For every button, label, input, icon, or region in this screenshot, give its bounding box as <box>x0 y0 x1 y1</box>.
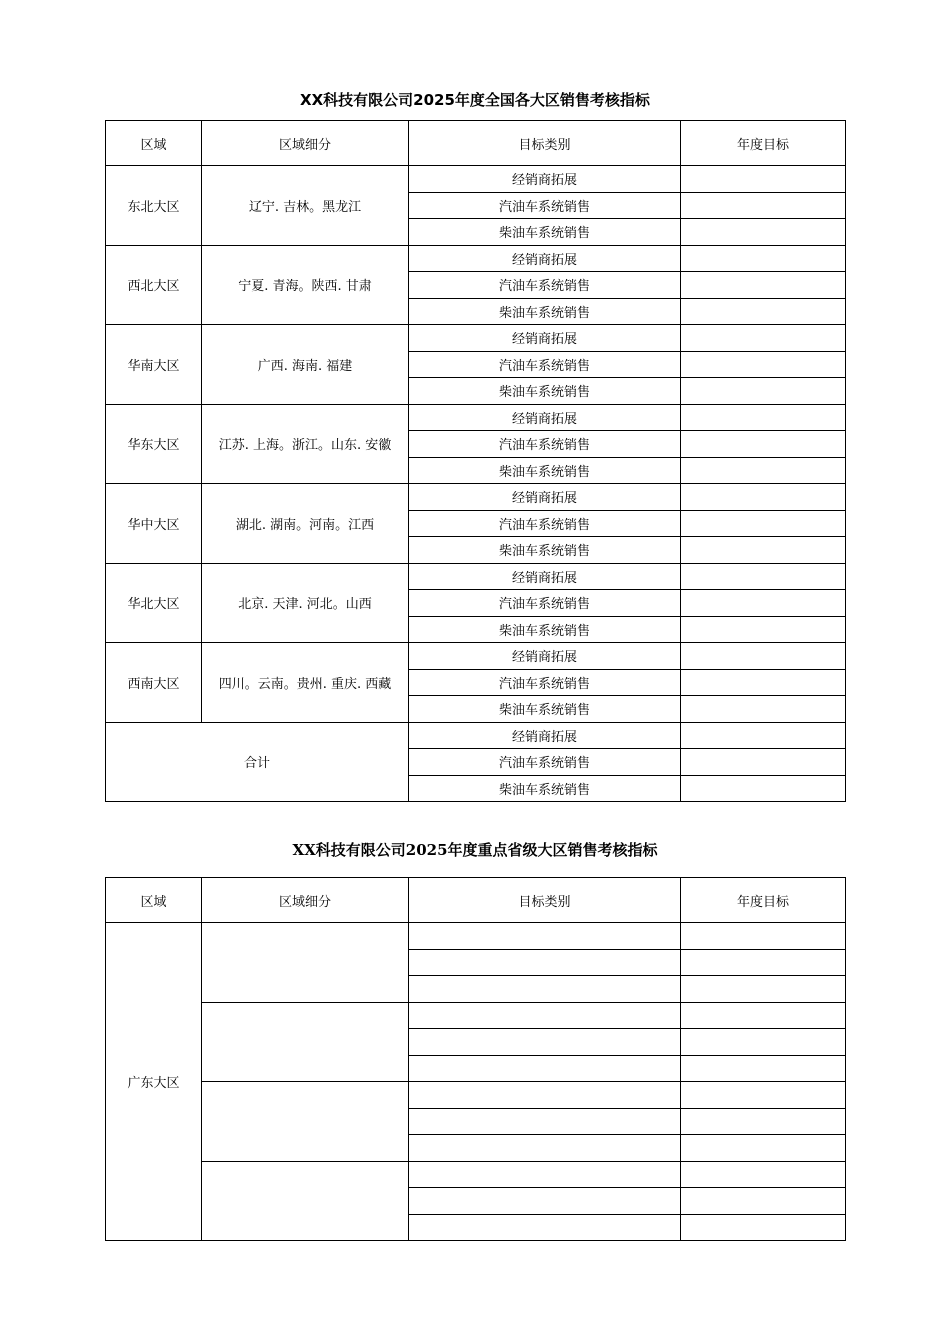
annual-target-cell[interactable] <box>681 219 846 246</box>
annual-target-cell[interactable] <box>681 484 846 511</box>
target-category: 经销商拓展 <box>409 563 681 590</box>
provincial-sales-table <box>105 877 846 1241</box>
region-name: 华中大区 <box>106 484 202 564</box>
annual-target-cell[interactable] <box>681 616 846 643</box>
annual-target-cell[interactable] <box>681 775 846 802</box>
annual-target-cell[interactable] <box>681 643 846 670</box>
annual-target-cell[interactable] <box>681 192 846 219</box>
target-category: 柴油车系统销售 <box>409 696 681 723</box>
national-sales-table <box>105 120 846 802</box>
target-category: 汽油车系统销售 <box>409 192 681 219</box>
title-provincial: XX科技有限公司2025年度重点省级大区销售考核指标 <box>292 841 658 859</box>
target-category-cell[interactable] <box>409 1055 681 1082</box>
annual-target-cell[interactable] <box>681 1214 846 1241</box>
header-category: 目标类别 <box>409 878 681 923</box>
annual-target-cell[interactable] <box>681 1082 846 1109</box>
header-subregion: 区域细分 <box>202 121 409 166</box>
region-name: 西南大区 <box>106 643 202 723</box>
target-category-cell[interactable] <box>409 1161 681 1188</box>
region-subdivision: 宁夏. 青海。陕西. 甘肃 <box>202 245 409 325</box>
table-row <box>106 1082 846 1109</box>
title-national: XX科技有限公司2025年度全国各大区销售考核指标 <box>300 91 650 109</box>
header-annual-target: 年度目标 <box>681 121 846 166</box>
target-category-cell[interactable] <box>409 949 681 976</box>
target-category: 柴油车系统销售 <box>409 775 681 802</box>
table-row <box>106 923 846 950</box>
target-category-cell[interactable] <box>409 1135 681 1162</box>
region-subdivision: 湖北. 湖南。河南。江西 <box>202 484 409 564</box>
header-annual-target: 年度目标 <box>681 878 846 923</box>
annual-target-cell[interactable] <box>681 537 846 564</box>
header-subregion: 区域细分 <box>202 878 409 923</box>
region-subdivision: 辽宁. 吉林。黑龙江 <box>202 166 409 246</box>
annual-target-cell[interactable] <box>681 457 846 484</box>
annual-target-cell[interactable] <box>681 1108 846 1135</box>
target-category: 柴油车系统销售 <box>409 298 681 325</box>
target-category: 经销商拓展 <box>409 245 681 272</box>
target-category-cell[interactable] <box>409 1002 681 1029</box>
region-name: 广东大区 <box>106 923 202 1241</box>
target-category: 柴油车系统销售 <box>409 537 681 564</box>
target-category: 汽油车系统销售 <box>409 431 681 458</box>
target-category-cell[interactable] <box>409 923 681 950</box>
table-row <box>106 1161 846 1188</box>
annual-target-cell[interactable] <box>681 431 846 458</box>
header-region: 区域 <box>106 878 202 923</box>
table-row <box>106 325 846 352</box>
annual-target-cell[interactable] <box>681 1135 846 1162</box>
target-category: 经销商拓展 <box>409 325 681 352</box>
table-row <box>106 166 846 193</box>
region-subdivision: 四川。云南。贵州. 重庆. 西藏 <box>202 643 409 723</box>
target-category: 汽油车系统销售 <box>409 351 681 378</box>
region-subdivision-cell[interactable] <box>202 1082 409 1162</box>
annual-target-cell[interactable] <box>681 696 846 723</box>
region-name: 华南大区 <box>106 325 202 405</box>
header-region: 区域 <box>106 121 202 166</box>
region-name: 华北大区 <box>106 563 202 643</box>
annual-target-cell[interactable] <box>681 749 846 776</box>
target-category: 柴油车系统销售 <box>409 378 681 405</box>
annual-target-cell[interactable] <box>681 1002 846 1029</box>
header-row <box>106 121 846 166</box>
table-row <box>106 484 846 511</box>
target-category-cell[interactable] <box>409 1214 681 1241</box>
target-category: 汽油车系统销售 <box>409 510 681 537</box>
target-category: 汽油车系统销售 <box>409 590 681 617</box>
target-category: 柴油车系统销售 <box>409 457 681 484</box>
header-category: 目标类别 <box>409 121 681 166</box>
region-subdivision: 广西. 海南. 福建 <box>202 325 409 405</box>
annual-target-cell[interactable] <box>681 298 846 325</box>
target-category: 经销商拓展 <box>409 404 681 431</box>
annual-target-cell[interactable] <box>681 404 846 431</box>
region-subdivision-cell[interactable] <box>202 923 409 1003</box>
target-category-cell[interactable] <box>409 1188 681 1215</box>
annual-target-cell[interactable] <box>681 351 846 378</box>
annual-target-cell[interactable] <box>681 510 846 537</box>
total-label: 合计 <box>106 722 409 802</box>
target-category: 柴油车系统销售 <box>409 616 681 643</box>
region-subdivision: 北京. 天津. 河北。山西 <box>202 563 409 643</box>
target-category: 经销商拓展 <box>409 643 681 670</box>
region-subdivision: 江苏. 上海。浙江。山东. 安徽 <box>202 404 409 484</box>
annual-target-cell[interactable] <box>681 949 846 976</box>
target-category: 经销商拓展 <box>409 166 681 193</box>
annual-target-cell[interactable] <box>681 272 846 299</box>
annual-target-cell[interactable] <box>681 976 846 1003</box>
annual-target-cell[interactable] <box>681 563 846 590</box>
target-category: 汽油车系统销售 <box>409 669 681 696</box>
target-category-cell[interactable] <box>409 1082 681 1109</box>
region-subdivision-cell[interactable] <box>202 1161 409 1241</box>
target-category-cell[interactable] <box>409 1108 681 1135</box>
target-category: 柴油车系统销售 <box>409 219 681 246</box>
annual-target-cell[interactable] <box>681 1055 846 1082</box>
target-category: 汽油车系统销售 <box>409 272 681 299</box>
region-name: 西北大区 <box>106 245 202 325</box>
table-row <box>106 563 846 590</box>
region-name: 华东大区 <box>106 404 202 484</box>
table-row <box>106 643 846 670</box>
annual-target-cell[interactable] <box>681 245 846 272</box>
target-category: 汽油车系统销售 <box>409 749 681 776</box>
table-row <box>106 1002 846 1029</box>
table-row <box>106 404 846 431</box>
target-category-cell[interactable] <box>409 976 681 1003</box>
header-row <box>106 878 846 923</box>
target-category-cell[interactable] <box>409 1029 681 1056</box>
region-subdivision-cell[interactable] <box>202 1002 409 1082</box>
annual-target-cell[interactable] <box>681 166 846 193</box>
annual-target-cell[interactable] <box>681 1188 846 1215</box>
total-row <box>106 722 846 749</box>
annual-target-cell[interactable] <box>681 669 846 696</box>
annual-target-cell[interactable] <box>681 325 846 352</box>
annual-target-cell[interactable] <box>681 1029 846 1056</box>
target-category: 经销商拓展 <box>409 722 681 749</box>
annual-target-cell[interactable] <box>681 923 846 950</box>
table-row <box>106 245 846 272</box>
annual-target-cell[interactable] <box>681 1161 846 1188</box>
region-name: 东北大区 <box>106 166 202 246</box>
annual-target-cell[interactable] <box>681 722 846 749</box>
annual-target-cell[interactable] <box>681 378 846 405</box>
target-category: 经销商拓展 <box>409 484 681 511</box>
annual-target-cell[interactable] <box>681 590 846 617</box>
